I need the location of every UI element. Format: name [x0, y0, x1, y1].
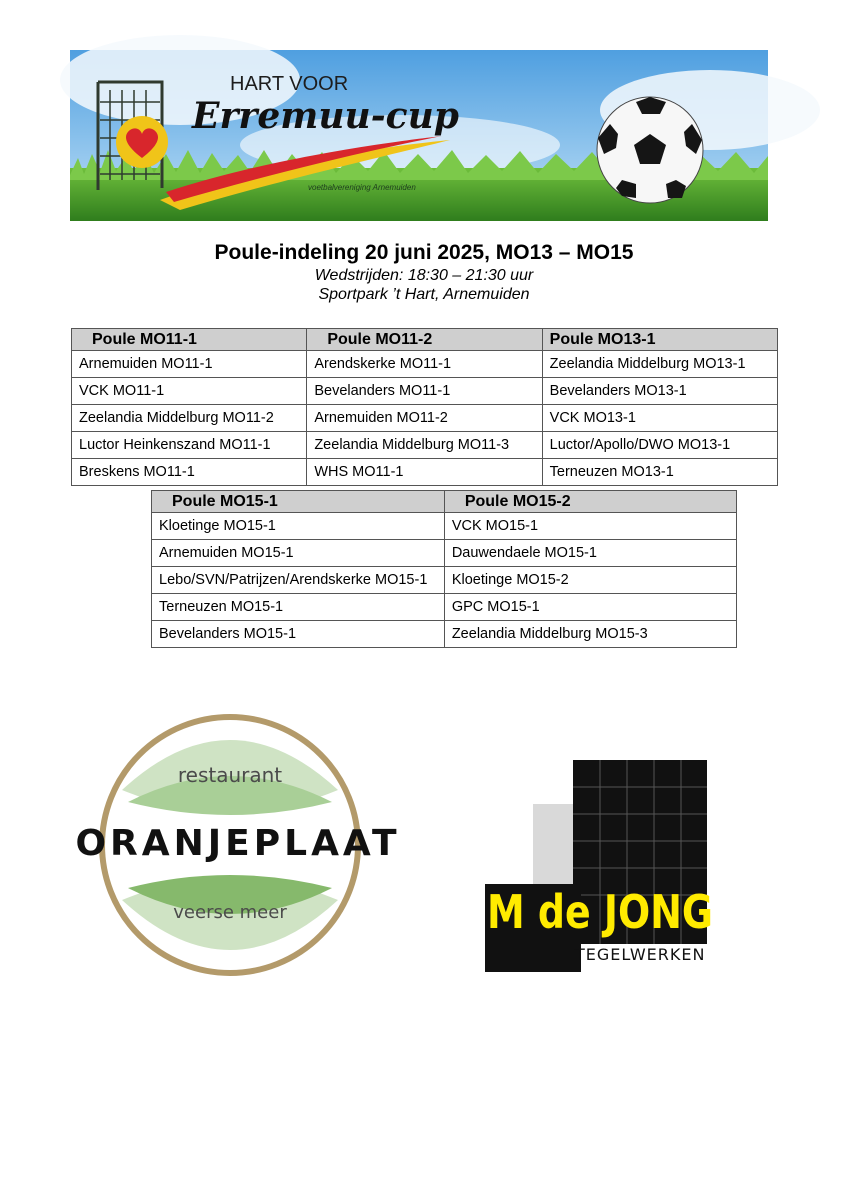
- team-cell: Zeelandia Middelburg MO11-3: [307, 432, 542, 459]
- poule-header: Poule MO13-1: [542, 329, 777, 351]
- poule-header: Poule MO11-2: [307, 329, 542, 351]
- team-cell: Luctor Heinkenszand MO11-1: [72, 432, 307, 459]
- table-row: [72, 378, 778, 405]
- oranjeplaat-emblem: [70, 710, 415, 980]
- table-header-row: [72, 329, 778, 351]
- heading-block: [0, 240, 848, 304]
- team-cell: Arnemuiden MO11-2: [307, 405, 542, 432]
- football-icon: [597, 97, 703, 203]
- team-cell: Zeelandia Middelburg MO11-2: [72, 405, 307, 432]
- team-cell: Arnemuiden MO15-1: [152, 540, 445, 567]
- team-cell: Kloetinge MO15-2: [444, 567, 736, 594]
- poule-header: Poule MO15-1: [152, 491, 445, 513]
- team-cell: Kloetinge MO15-1: [152, 513, 445, 540]
- banner-subline: voetbalvereniging Arnemuiden: [308, 183, 416, 192]
- match-location: Sportpark ’t Hart, Arnemuiden: [318, 286, 530, 303]
- banner-image: [70, 50, 768, 221]
- team-cell: Zeelandia Middelburg MO15-3: [444, 621, 736, 648]
- mdejong-sub: TEGELWERKEN: [575, 945, 706, 964]
- team-cell: Terneuzen MO13-1: [542, 459, 777, 486]
- team-cell: VCK MO13-1: [542, 405, 777, 432]
- table-row: [152, 540, 737, 567]
- table-row: [72, 405, 778, 432]
- team-cell: WHS MO11-1: [307, 459, 542, 486]
- sponsor-logo-mdejong: [485, 760, 720, 975]
- team-cell: Luctor/Apollo/DWO MO13-1: [542, 432, 777, 459]
- mdejong-emblem: [485, 760, 720, 975]
- team-cell: Breskens MO11-1: [72, 459, 307, 486]
- table-row: [152, 594, 737, 621]
- team-cell: Arendskerke MO11-1: [307, 351, 542, 378]
- mdejong-brand: M de JONG: [487, 885, 713, 939]
- team-cell: Bevelanders MO11-1: [307, 378, 542, 405]
- team-cell: VCK MO11-1: [72, 378, 307, 405]
- banner-line2: Erremuu-cup: [192, 95, 459, 137]
- banner-line1: HART VOOR: [230, 73, 349, 95]
- table-row: [72, 459, 778, 486]
- team-cell: Arnemuiden MO11-1: [72, 351, 307, 378]
- page-title: Poule-indeling 20 juni 2025, MO13 – MO15: [214, 241, 634, 264]
- table-row: [152, 513, 737, 540]
- header-banner: [70, 50, 768, 221]
- table-row: [72, 432, 778, 459]
- team-cell: Zeelandia Middelburg MO13-1: [542, 351, 777, 378]
- poule-header: Poule MO11-1: [72, 329, 307, 351]
- table-row: [152, 567, 737, 594]
- sponsor-logo-oranjeplaat: [70, 710, 415, 980]
- poule-table-mo11-mo13: [71, 328, 778, 486]
- table-header-row: [152, 491, 737, 513]
- poule-header: Poule MO15-2: [444, 491, 736, 513]
- team-cell: Terneuzen MO15-1: [152, 594, 445, 621]
- table-row: [72, 351, 778, 378]
- team-cell: Lebo/SVN/Patrijzen/Arendskerke MO15-1: [152, 567, 445, 594]
- oranjeplaat-top: restaurant: [177, 763, 283, 787]
- team-cell: Dauwendaele MO15-1: [444, 540, 736, 567]
- team-cell: Bevelanders MO15-1: [152, 621, 445, 648]
- team-cell: VCK MO15-1: [444, 513, 736, 540]
- team-cell: Bevelanders MO13-1: [542, 378, 777, 405]
- table-row: [152, 621, 737, 648]
- oranjeplaat-name: ORANJEPLAAT: [75, 823, 401, 864]
- team-cell: GPC MO15-1: [444, 594, 736, 621]
- match-time: Wedstrijden: 18:30 – 21:30 uur: [314, 267, 534, 284]
- oranjeplaat-bottom: veerse meer: [173, 902, 287, 923]
- poule-table-mo15: [151, 490, 737, 648]
